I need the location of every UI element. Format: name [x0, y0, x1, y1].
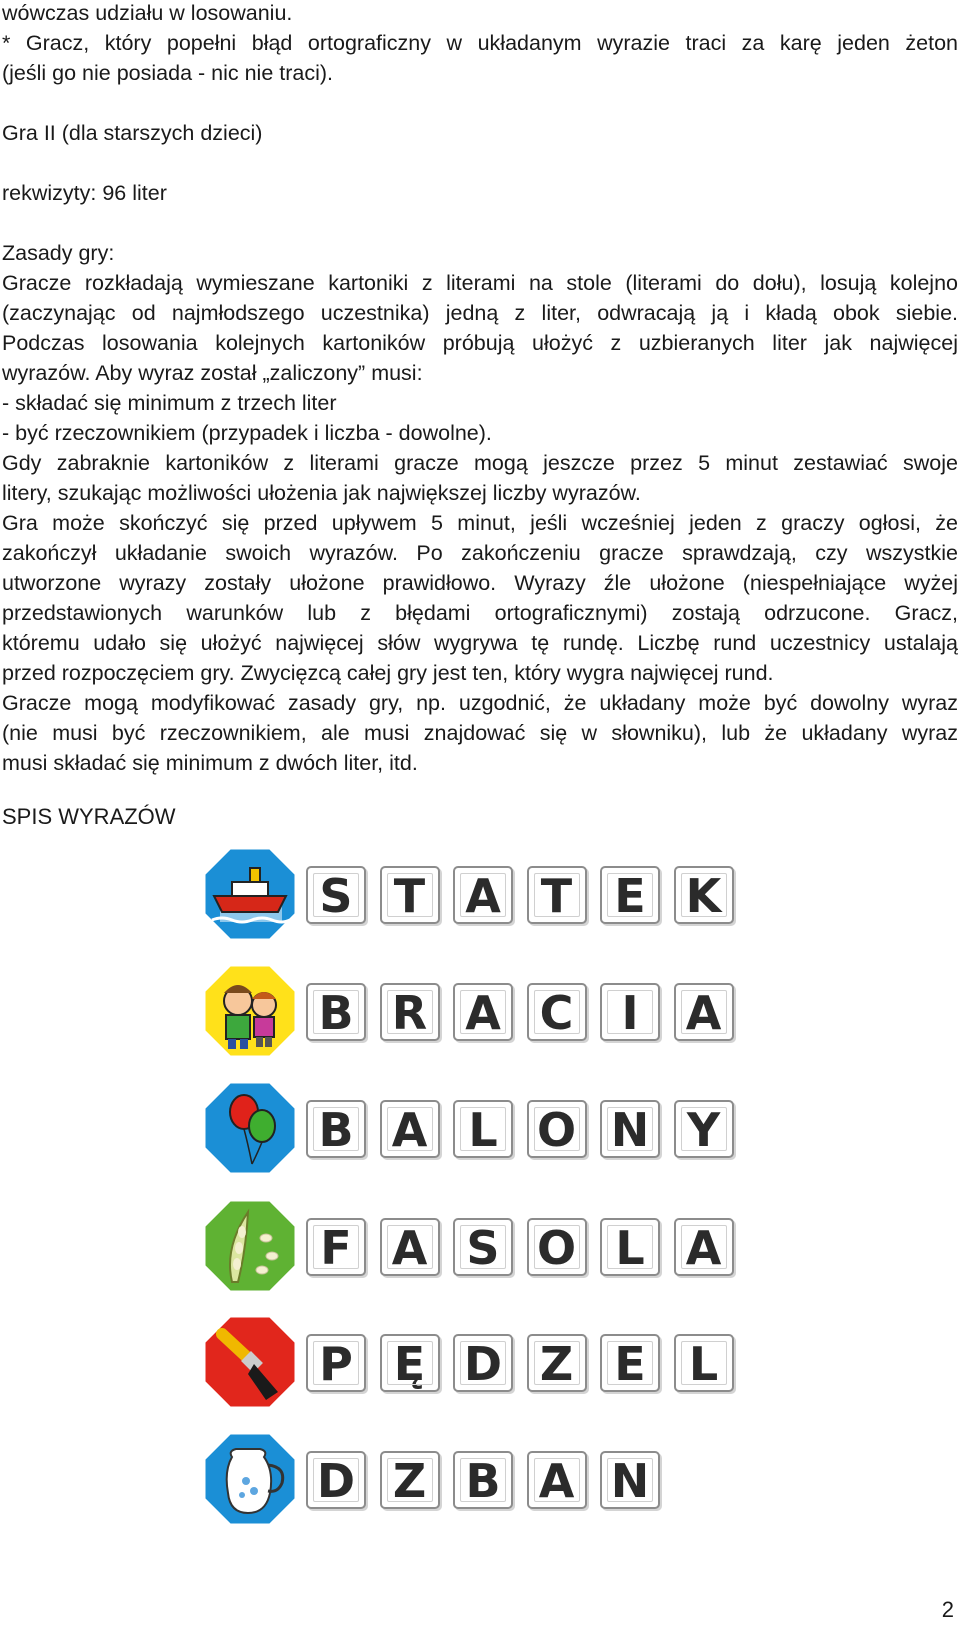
letter-tile: T: [380, 866, 440, 924]
letter-tile: A: [674, 1218, 734, 1276]
letter-tile: D: [306, 1451, 366, 1509]
letter-tile: O: [527, 1100, 587, 1158]
section-heading: SPIS WYRAZÓW: [2, 804, 176, 829]
letter-tile: E: [600, 1334, 660, 1392]
text-line: (zaczynając od najmłodszego uczestnika) jedną z liter, odwracają ją i kładą obok siebie.: [2, 301, 958, 325]
blank-line: [2, 88, 958, 118]
text-line: przedstawionych warunków lub z błędami ortograficznymi) zostają odrzucone. Gracz,: [2, 601, 958, 625]
text-line: wyrazów. Aby wyraz został „zaliczony” musi:: [2, 361, 423, 385]
letter-tile: A: [527, 1451, 587, 1509]
letter-tile: N: [600, 1451, 660, 1509]
blank-line: [2, 148, 958, 178]
text-line: któremu udało się ułożyć najwięcej słów wygrywa tę rundę. Liczbę rund uczestnicy ustalają: [2, 631, 958, 655]
text-line: Podczas losowania kolejnych kartoników próbują ułożyć z uzbieranych liter jak najwięcej: [2, 331, 958, 355]
text-line: - być rzeczownikiem (przypadek i liczba - dowolne).: [2, 421, 492, 445]
letter-tile: D: [453, 1334, 513, 1392]
letter-tile: C: [527, 983, 587, 1041]
jug-icon: [202, 1431, 298, 1527]
letter-tile: L: [453, 1100, 513, 1158]
text-line: - składać się minimum z trzech liter: [2, 391, 337, 415]
letter-tile: O: [527, 1218, 587, 1276]
letter-tile: R: [380, 983, 440, 1041]
text-line: litery, szukając możliwości ułożenia jak największej liczby wyrazów.: [2, 481, 641, 505]
letter-tile: I: [600, 983, 660, 1041]
text-line: przed rozpoczęciem gry. Zwycięzcą całej gry jest ten, który wygra najwięcej rund.: [2, 661, 774, 685]
text-line: * Gracz, który popełni błąd ortograficzny w układanym wyrazie traci za karę jeden żeton: [2, 31, 958, 55]
letter-tile: A: [380, 1100, 440, 1158]
letter-tile: Z: [527, 1334, 587, 1392]
letter-tile: Ę: [380, 1334, 440, 1392]
page-number: 2: [941, 1597, 954, 1622]
letter-tile: A: [380, 1218, 440, 1276]
letter-tile: A: [674, 983, 734, 1041]
text-line: Zasady gry:: [2, 241, 115, 265]
letter-tile: B: [453, 1451, 513, 1509]
letter-tile: N: [600, 1100, 660, 1158]
paintbrush-icon: [202, 1314, 298, 1410]
text-line: Gra II (dla starszych dzieci): [2, 121, 263, 145]
letter-tile: B: [306, 983, 366, 1041]
letter-tile: L: [600, 1218, 660, 1276]
text-line: Gra może skończyć się przed upływem 5 minut, jeśli wcześniej jeden z graczy ogłosi, że: [2, 511, 958, 535]
brothers-icon: [202, 963, 298, 1059]
rules-text: [2, 0, 958, 778]
letter-tile: B: [306, 1100, 366, 1158]
text-line: Gracze mogą modyfikować zasady gry, np. uzgodnić, że układany może być dowolny wyraz: [2, 691, 958, 715]
text-line: zakończył układanie swoich wyrazów. Po zakończeniu gracze sprawdzają, czy wszystkie: [2, 541, 958, 565]
letter-tile: T: [527, 866, 587, 924]
text-line: (jeśli go nie posiada - nic nie traci).: [2, 61, 334, 85]
letter-tile: A: [453, 983, 513, 1041]
text-line: Gdy zabraknie kartoników z literami gracze mogą jeszcze przez 5 minut zestawiać swoje: [2, 451, 958, 475]
letter-tile: P: [306, 1334, 366, 1392]
blank-line: [2, 208, 958, 238]
balloons-icon: [202, 1080, 298, 1176]
letter-tile: Z: [380, 1451, 440, 1509]
text-line: utworzone wyrazy zostały ułożone prawidłowo. Wyrazy źle ułożone (niespełniające wyżej: [2, 571, 958, 595]
bean-pod-icon: [202, 1198, 298, 1294]
text-line: musi składać się minimum z dwóch liter, itd.: [2, 751, 418, 775]
ship-icon: [202, 846, 298, 942]
letter-tile: K: [674, 866, 734, 924]
letter-tile: S: [306, 866, 366, 924]
letter-tile: Y: [674, 1100, 734, 1158]
letter-tile: E: [600, 866, 660, 924]
letter-tile: S: [453, 1218, 513, 1276]
text-line: Gracze rozkładają wymieszane kartoniki z literami na stole (literami do dołu), losują kolejno: [2, 271, 958, 295]
letter-tile: L: [674, 1334, 734, 1392]
letter-tile: F: [306, 1218, 366, 1276]
text-line: wówczas udziału w losowaniu.: [2, 1, 293, 25]
text-line: rekwizyty: 96 liter: [2, 181, 167, 205]
text-line: (nie musi być rzeczownikiem, ale musi znajdować się w słowniku), lub że układany wyraz: [2, 721, 958, 745]
letter-tile: A: [453, 866, 513, 924]
